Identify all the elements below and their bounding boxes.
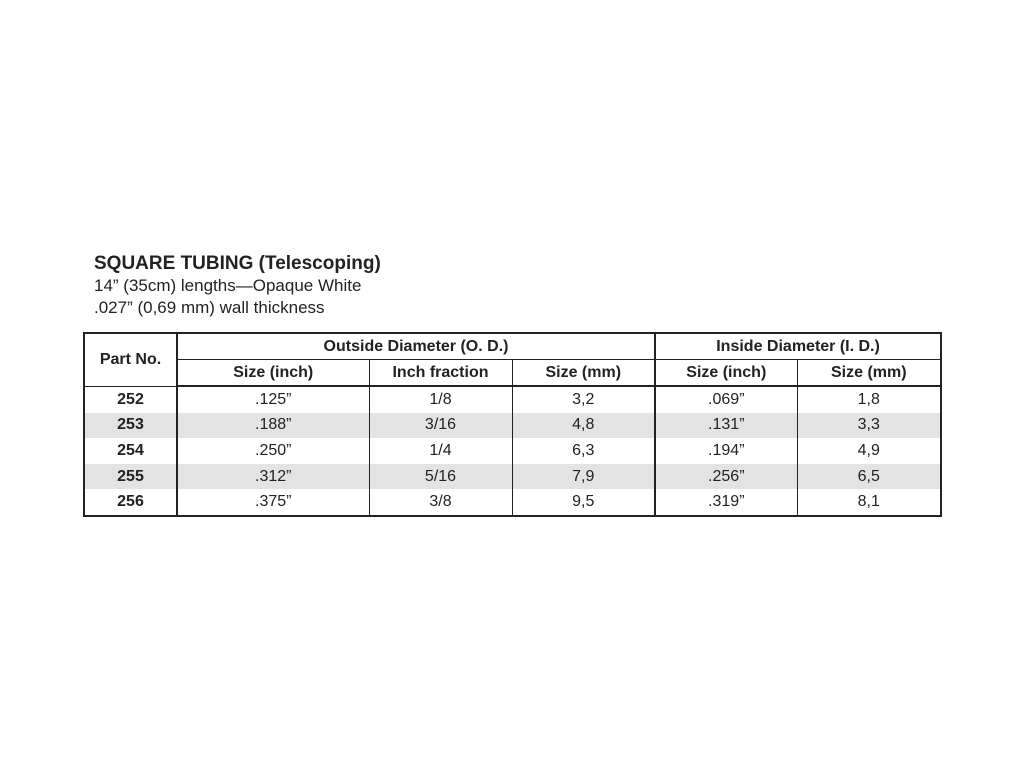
od-mm-cell: 9,5 [512,489,655,516]
od-inch-cell: .312” [177,464,369,490]
id-inch-cell: .256” [655,464,797,490]
outside-diameter-header: Outside Diameter (O. D.) [177,333,655,360]
page-title: SQUARE TUBING (Telescoping) [94,253,381,274]
od-fraction-cell: 3/16 [369,413,512,439]
table-row [84,386,941,413]
id-inch-cell: .319” [655,489,797,516]
part-number-cell: 256 [84,489,177,516]
id-mm-cell: 6,5 [797,464,941,490]
part-number-cell: 255 [84,464,177,490]
od-inch-cell: .125” [177,386,369,413]
table-row [84,438,941,464]
id-mm-cell: 1,8 [857,390,880,408]
id-size-mm-header: Size (mm) [797,360,941,387]
length-description: 14” (35cm) lengths—Opaque White [94,276,362,295]
id-mm-cell: 8,1 [857,493,880,511]
table-row [84,464,941,490]
tubing-spec-table [83,332,942,517]
id-inch-cell: .194” [655,438,797,464]
id-mm-cell: 3,3 [797,413,941,439]
od-mm-cell: 6,3 [512,438,655,464]
part-number-cell: 252 [84,386,177,413]
od-size-inch-header: Size (inch) [177,360,369,387]
table-row [84,413,941,439]
id-inch-cell: .069” [655,386,797,413]
od-mm-cell: 4,8 [512,413,655,439]
od-fraction-cell: 1/4 [369,438,512,464]
id-inch-cell: .131” [655,413,797,439]
od-inch-cell: .375” [177,489,369,516]
od-fraction-cell: 1/8 [369,386,512,413]
id-size-inch-header: Size (inch) [655,360,797,387]
od-size-mm-header: Size (mm) [512,360,655,387]
od-fraction-cell: 5/16 [369,464,512,490]
table-column-header-row [84,360,941,387]
table-group-header-row [84,333,941,360]
wall-thickness-description: .027” (0,69 mm) wall thickness [94,298,325,317]
od-mm-cell: 3,2 [512,386,655,413]
document-header [94,252,381,319]
table-row [84,489,941,516]
part-number-cell: 253 [84,413,177,439]
od-fraction-cell: 3/8 [369,489,512,516]
od-inch-cell: .188” [177,413,369,439]
od-inch-fraction-header: Inch fraction [369,360,512,387]
od-inch-cell: .250” [177,438,369,464]
inside-diameter-header: Inside Diameter (I. D.) [655,333,941,360]
part-number-cell: 254 [84,438,177,464]
part-number-header: Part No. [84,333,177,386]
id-mm-cell: 4,9 [857,441,880,459]
od-mm-cell: 7,9 [512,464,655,490]
